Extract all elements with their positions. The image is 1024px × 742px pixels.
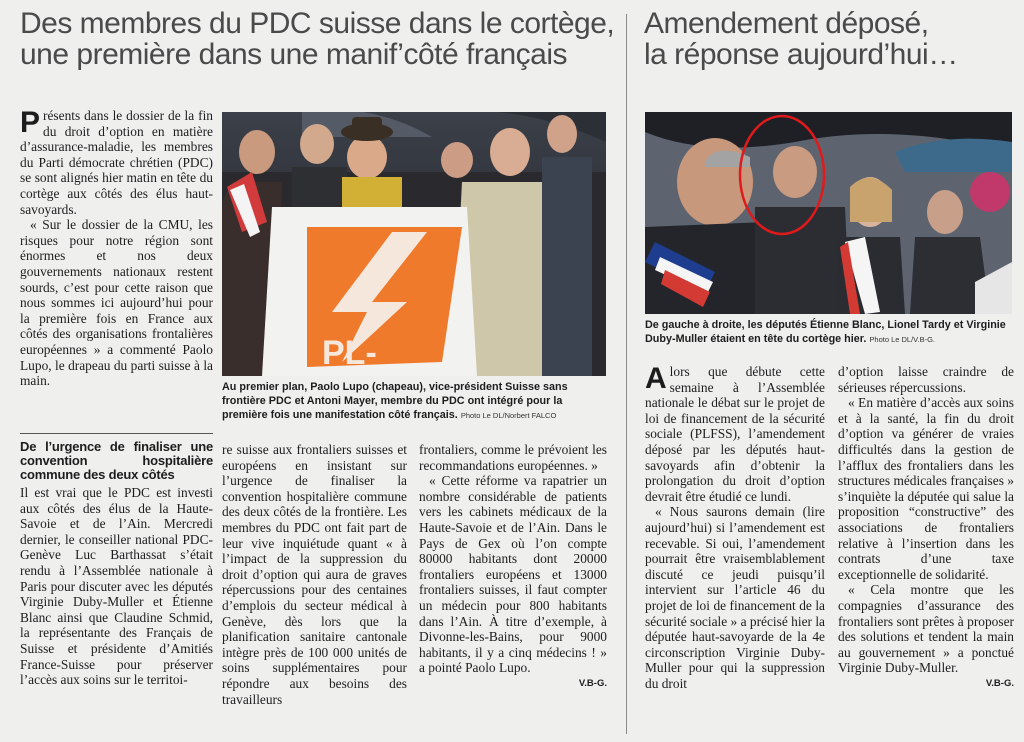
right-headline-line-1: Amendement déposé, — [644, 7, 929, 40]
right-headline — [644, 8, 958, 70]
right-dropcap: A — [645, 362, 667, 395]
right-col2-p1: d’option laisse craindre de sérieuses répercussions. — [838, 364, 1014, 395]
flag-text: PL- — [322, 334, 377, 372]
left-column-2 — [222, 442, 407, 707]
right-caption-text: De gauche à droite, les députés Étienne Blanc, Lionel Tardy et Virginie Duby-Muller étaient en tête du cortège hier. — [645, 319, 1006, 345]
right-col1-p1: lors que débute cette semaine à l’Assemblée nationale le débat sur le projet de loi de financement de la sécurité sociale (PLFSS), l’amendement déposé par les députés haut-savoyards afin d’obtenir la prolongation du droit d’option devrait être étudié ce lundi. — [645, 364, 825, 504]
left-photo-caption — [222, 380, 606, 423]
left-column-3 — [419, 442, 607, 692]
right-signature: V.B-G. — [985, 677, 1014, 689]
right-col1-p2: « Nous saurons demain (lire aujourd’hui) si l’amendement est recevable. Si oui, l’amendement pourrait être vraisemblablement discuté ce jeudi puisqu’il intervient sur l’article 46 du projet de loi de financement de la sécurité sociale » a précisé hier la députée haut-savoyarde de la 4e circonscription Virginie Duby-Muller pour qui la suppression du droit — [645, 504, 825, 691]
left-headline-line-1: Des membres du PDC suisse dans le cortège, — [20, 7, 615, 40]
left-col2-body: re suisse aux frontaliers suisses et européens en insistant sur l’urgence de finaliser la convention hospitalière commune des deux côtés de la frontière. Les membres du PDC ont fait part de leur vive inquiétude quant « à l’impact de la suppression du droit d’option qui aura de graves répercussions pour des centaines d’emplois du secteur médical à Genève, dès lors que la planification sanitaire cantonale intègre près de 100 000 unités de soins supplémentaires pour répondre aux besoins des travailleurs — [222, 442, 407, 707]
left-col3-p1: frontaliers, comme le prévoient les recommandations européennes. » — [419, 442, 607, 473]
left-lead-column — [20, 108, 213, 389]
subhead-rule — [20, 433, 213, 434]
left-intro: résents dans le dossier de la fin du droit d’option en matière d’assurance-maladie, les membres du Parti démocrate chrétien (PDC) se sont alignés hier matin en tête du cortège aux côtés des élus haut-savoyards. — [20, 108, 213, 217]
right-column-2 — [838, 364, 1014, 691]
right-headline-line-2: la réponse aujourd’hui… — [644, 38, 958, 71]
left-headline — [20, 8, 614, 70]
right-photo — [645, 112, 1012, 314]
left-subhead: De l’urgence de finaliser une convention hospitalière commune des deux côtés — [20, 439, 213, 482]
column-divider — [626, 14, 627, 734]
right-col2-p3: « Cela montre que les compagnies d’assurance des frontaliers sont prêtes à proposer des solutions et tendent la main au gouvernement » a ponctué Virginie Duby-Muller. — [838, 582, 1014, 676]
left-caption-text: Au premier plan, Paolo Lupo (chapeau), vice-président Suisse sans frontière PDC et Antoni Mayer, membre du PDC ont intégré pour la première fois une manifestation côté français. — [222, 381, 568, 421]
right-col2-p2: « En matière d’accès aux soins et à la santé, la fin du droit d’option va générer de vraies difficultés dans la gestion de l’afflux des frontaliers dans les structures médicales françaises » s’inquiète la députée qui salue la proposition “constructive” des associations de frontaliers relative à l’insertion dans les contrats d’une taxe exceptionnelle de solidarité. — [838, 395, 1014, 582]
left-col1-body: Il est vrai que le PDC est investi aux côtés des élus de la Haute-Savoie et de l’Ain. Mercredi dernier, le conseiller national PDC-Genève Luc Barthassat s’était rendu à l’Assemblée nationale à Paris pour discuter avec les députés Virginie Duby-Muller et Étienne Blanc ainsi que Claudine Schmid, la représentante des Français de Suisse et présidente d’Amitiés France-Suisse pour préserver l’accès aux soins sur le territoi- — [20, 485, 213, 688]
left-photo — [222, 112, 606, 376]
right-photo-caption — [645, 318, 1015, 347]
left-paragraph-2: « Sur le dossier de la CMU, les risques pour notre région sont énormes et nos deux gouvernements nationaux restent sourds, c’est pour cette raison que nous sommes ici aujourd’hui pour la première fois en France aux côtés des organisations frontalières européennes » a commenté Paolo Lupo, le drapeau du parti suisse à la main. — [20, 217, 213, 389]
left-photo-credit: Photo Le DL/Norbert FALCO — [460, 411, 557, 420]
left-column-1 — [20, 440, 213, 688]
right-column-1 — [645, 364, 825, 691]
left-headline-line-2: une première dans une manif’côté français — [20, 38, 568, 71]
right-photo-credit: Photo Le DL/V.B-G. — [869, 335, 935, 344]
left-signature: V.B-G. — [578, 677, 607, 689]
left-col3-p2: « Cette réforme va rapatrier un nombre considérable de patients vers les cabinets médicaux de la Haute-Savoie et de l’Ain. Dans le Pays de Gex où l’on compte 80000 habitants dont 20000 frontaliers européens et 13000 frontaliers suisses, il faut compter un médecin pour 800 habitants dans l’Ain. À titre d’exemple, à Divonne-les-Bains, pour 9000 habitants, il y a cinq médecins ! » a pointé Paolo Lupo. — [419, 473, 607, 676]
left-dropcap: P — [20, 106, 41, 139]
